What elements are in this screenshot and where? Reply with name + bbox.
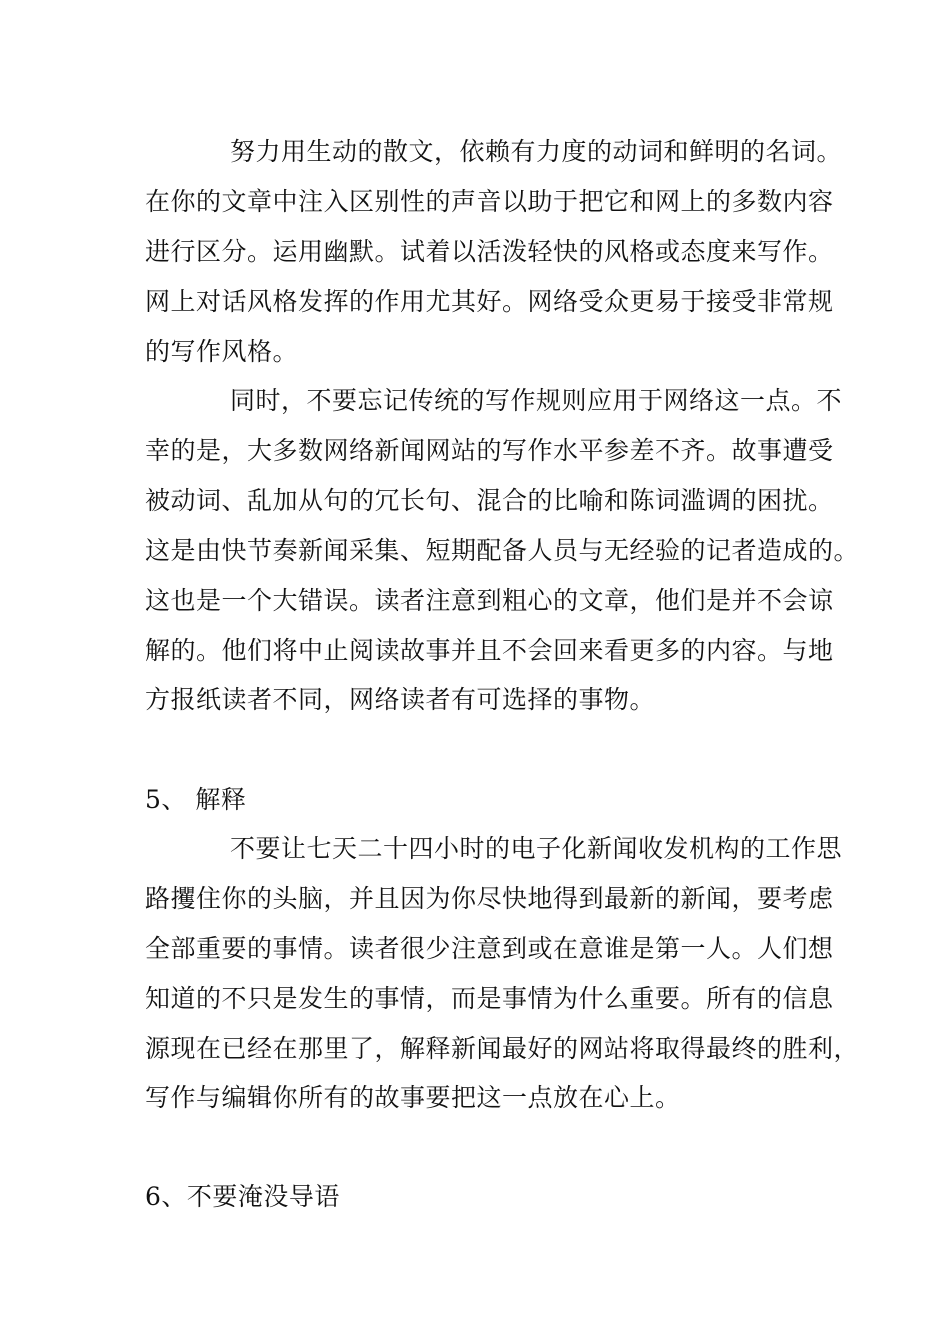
paragraph-1-line-3: 进行区分。运用幽默。试着以活泼轻快的风格或态度来写作。 <box>145 237 834 266</box>
section-5-line-6: 写作与编辑你所有的故事要把这一点放在心上。 <box>145 1083 681 1112</box>
section-5-line-2: 路攫住你的头脑，并且因为你尽快地得到最新的新闻，要考虑 <box>145 884 834 913</box>
paragraph-1-line-5: 的写作风格。 <box>145 337 299 366</box>
section-5-line-3: 全部重要的事情。读者很少注意到或在意谁是第一人。人们想 <box>145 934 834 963</box>
section-5-line-4: 知道的不只是发生的事情，而是事情为什么重要。所有的信息 <box>145 984 834 1013</box>
paragraph-2-line-5: 这也是一个大错误。读者注意到粗心的文章，他们是并不会谅 <box>145 586 834 615</box>
paragraph-2-line-6: 解的。他们将中止阅读故事并且不会回来看更多的内容。与地 <box>145 636 834 665</box>
paragraph-2-line-3: 被动词、乱加从句的冗长句、混合的比喻和陈词滥调的困扰。 <box>145 486 834 515</box>
paragraph-2-line-2: 幸的是，大多数网络新闻网站的写作水平参差不齐。故事遭受 <box>145 436 834 465</box>
paragraph-2-line-7: 方报纸读者不同，网络读者有可选择的事物。 <box>145 685 656 714</box>
section-5-heading: 5、 解释 <box>145 785 247 814</box>
paragraph-2-line-4: 这是由快节奏新闻采集、短期配备人员与无经验的记者造成的。 <box>145 536 860 565</box>
section-5-line-5: 源现在已经在那里了，解释新闻最好的网站将取得最终的胜利， <box>145 1034 860 1063</box>
paragraph-1-line-1: 努力用生动的散文，依赖有力度的动词和鲜明的名词。 <box>230 137 843 166</box>
section-6-heading: 6、不要淹没导语 <box>145 1182 340 1211</box>
section-5-line-1: 不要让七天二十四小时的电子化新闻收发机构的工作思 <box>230 834 843 863</box>
paragraph-1-line-2: 在你的文章中注入区别性的声音以助于把它和网上的多数内容 <box>145 187 834 216</box>
paragraph-1-line-4: 网上对话风格发挥的作用尤其好。网络受众更易于接受非常规 <box>145 287 834 316</box>
paragraph-2-line-1: 同时，不要忘记传统的写作规则应用于网络这一点。不 <box>230 386 843 415</box>
